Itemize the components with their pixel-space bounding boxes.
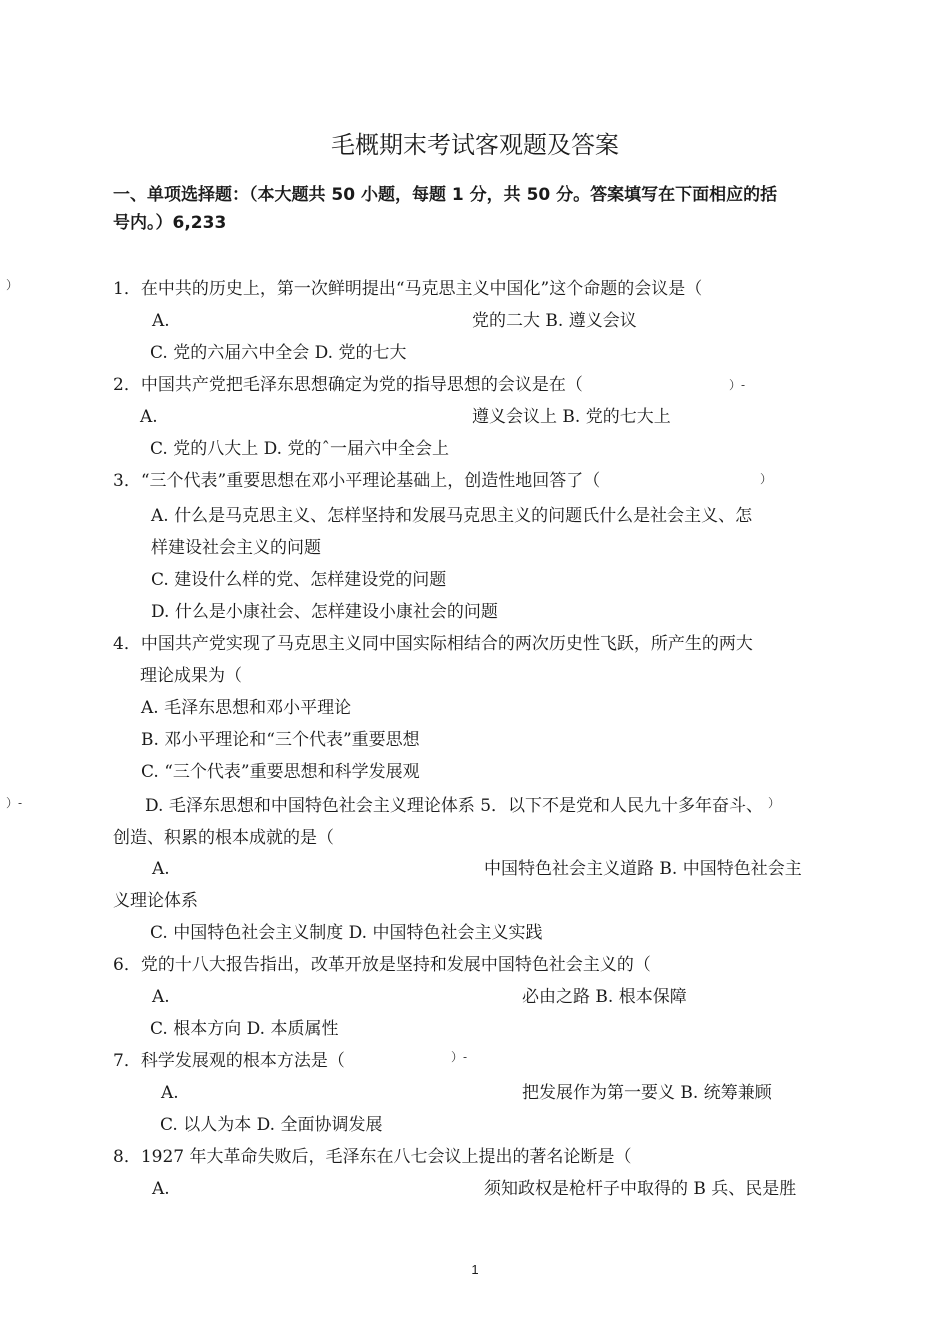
option-text: 须知政权是枪杆子中取得的 B 兵、民是胜	[484, 1179, 797, 1199]
question-3: 3．“三个代表”重要思想在邓小平理论基础上，创造性地回答了（	[113, 471, 601, 491]
stray-mark: ）	[768, 796, 781, 810]
option-text: A. 什么是马克思主义、怎样坚持和发展马克思主义的问题氏什么是社会主义、怎	[151, 506, 753, 526]
option-text: C. 根本方向 D. 本质属性	[150, 1019, 339, 1039]
option-text: D. 什么是小康社会、怎样建设小康社会的问题	[151, 602, 498, 622]
option-label: A.	[152, 859, 170, 879]
stray-mark: ）-	[729, 378, 746, 392]
option-text: 样建设社会主义的问题	[151, 538, 321, 558]
stray-mark: ）	[760, 472, 773, 486]
option-text: C. 以人为本 D. 全面协调发展	[160, 1115, 383, 1135]
question-8: 8．1927 年大革命失败后，毛泽东在八七会议上提出的著名论断是（	[113, 1147, 632, 1167]
question-7: 7．科学发展观的根本方法是（	[113, 1051, 345, 1071]
option-text: C. 建设什么样的党、怎样建设党的问题	[151, 570, 447, 590]
option-text: C. 中国特色社会主义制度 D. 中国特色社会主义实践	[150, 923, 543, 943]
option-text: 把发展作为第一要义 B. 统筹兼顾	[522, 1083, 772, 1103]
stray-mark: ）-	[6, 796, 23, 810]
question-4-cont: 理论成果为（	[140, 666, 242, 686]
option-text: C. 党的八大上 D. 党的ˆ一届六中全会上	[150, 439, 449, 459]
stray-mark: ）	[6, 278, 19, 292]
option-label: A.	[140, 407, 158, 427]
section-heading-cont: 号内。）6,233	[113, 213, 227, 233]
option-text: A. 毛泽东思想和邓小平理论	[141, 698, 352, 718]
option-label: A.	[152, 987, 170, 1007]
option-text: C. 党的六届六中全会 D. 党的七大	[150, 343, 407, 363]
question-1: 1．在中共的历史上，第一次鲜明提出“马克思主义中国化”这个命题的会议是（	[113, 279, 703, 299]
option-text: D. 毛泽东思想和中国特色社会主义理论体系 5．以下不是党和人民九十多年奋斗、	[145, 796, 764, 816]
stray-mark: ）-	[451, 1050, 468, 1064]
option-text: 义理论体系	[113, 891, 198, 911]
option-text: 必由之路 B. 根本保障	[522, 987, 687, 1007]
option-text: 中国特色社会主义道路 B. 中国特色社会主	[484, 859, 802, 879]
option-text: 遵义会议上 B. 党的七大上	[472, 407, 671, 427]
document-title: 毛概期末考试客观题及答案	[331, 131, 619, 159]
question-6: 6．党的十八大报告指出，改革开放是坚持和发展中国特色社会主义的（	[113, 955, 651, 975]
option-text: 党的二大 B. 遵义会议	[472, 311, 637, 331]
question-2: 2．中国共产党把毛泽东思想确定为党的指导思想的会议是在（	[113, 375, 583, 395]
option-label: A.	[152, 311, 170, 331]
option-text: B. 邓小平理论和“三个代表”重要思想	[141, 730, 420, 750]
question-4: 4．中国共产党实现了马克思主义同中国实际相结合的两次历史性飞跃，所产生的两大	[113, 634, 753, 654]
page-number: 1	[471, 1262, 479, 1277]
option-label: A.	[152, 1179, 170, 1199]
option-text: C. “三个代表”重要思想和科学发展观	[141, 762, 420, 782]
section-heading: 一、单项选择题：（本大题共 50 小题，每题 1 分，共 50 分。答案填写在下面相应的括	[113, 185, 778, 205]
question-5-cont: 创造、积累的根本成就的是（	[113, 828, 334, 848]
option-label: A.	[161, 1083, 179, 1103]
